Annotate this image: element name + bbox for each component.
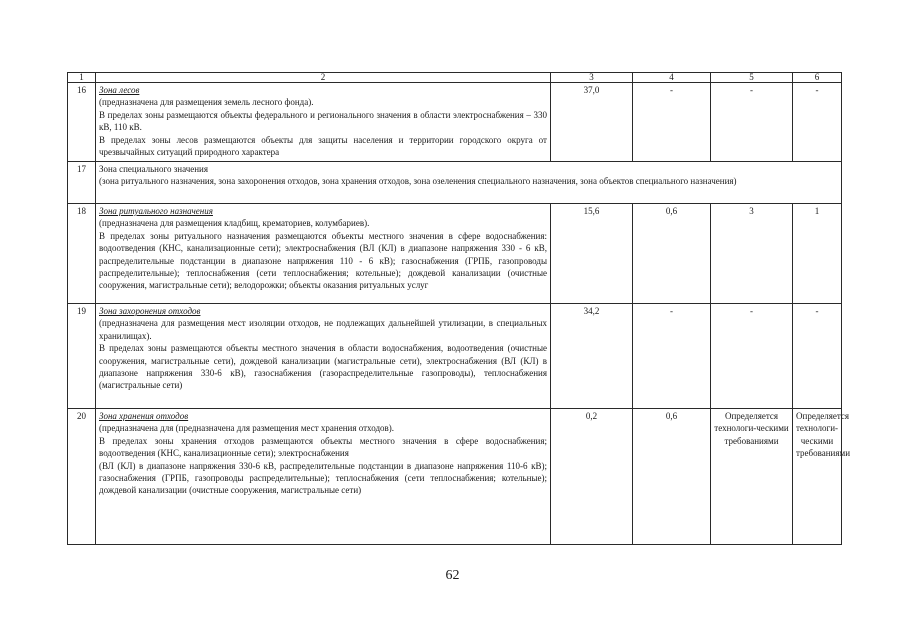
cell-col5: - — [711, 304, 793, 409]
page-number: 62 — [445, 568, 460, 583]
row-number: 17 — [68, 162, 96, 204]
document-table-container — [67, 72, 851, 545]
zone-description-line: В пределах зоны размещаются объекты федерального и регионального значения в области электроснабжения – 330 кВ, 110 кВ. — [99, 109, 547, 133]
zone-description-line: (ВЛ (КЛ) в диапазоне напряжения 330-6 кВ, распределительные подстанции в диапазоне напряжения 110-6 кВ); газоснабжения (ГРПБ, газопроводы распределительные); теплоснабжения (сети теплоснабжения; котельные); дождевой канализации (очистные сооружения, магистральные сети) — [99, 460, 547, 496]
table-row — [68, 409, 842, 545]
cell-col3: 34,2 — [551, 304, 633, 409]
zone-description-line: В пределах зоны лесов размещаются объекты для защиты населения и территории городского округа от чрезвычайных ситуаций природного характера — [99, 134, 547, 158]
zone-description-line: (предназначена для (предназначена для размещения мест хранения отходов). — [99, 423, 395, 434]
table-row — [68, 204, 842, 304]
row-number: 18 — [68, 204, 96, 304]
header-cell-3: 3 — [551, 73, 633, 83]
zone-title: Зона ритуального назначения — [99, 206, 213, 216]
cell-col3: 15,6 — [551, 204, 633, 304]
cell-col6: Определяется технологи-ческими требованиями — [793, 409, 842, 545]
table-row — [68, 304, 842, 409]
cell-col4: - — [633, 304, 711, 409]
cell-col4: 0,6 — [633, 204, 711, 304]
zones-table — [67, 72, 851, 545]
zone-title: Зона захоронения отходов — [99, 306, 201, 316]
zone-description-line: В пределах зоны ритуального назначения размещаются объекты местного значения в сфере водоснабжения: водоотведения (КНС, канализационные сети); электроснабжения (ВЛ (КЛ) в диапазоне напряжения 330 - 6 кВ, распределительные подстанции в диапазоне напряжения 110 - 6 кВ); газоснабжения (ГРПБ, газопроводы распределительные); теплоснабжения (сети теплоснабжения; котельные); дождевой канализации (очистные сооружения, магистральные сети); велодорожки; объекты оказания ритуальных услуг — [99, 230, 547, 291]
zone-description-line: В пределах зоны хранения отходов размещаются объекты местного значения в сфере водоснабжения; водоотведения (КНС, канализационные сети); электроснабжения — [99, 435, 547, 459]
zone-description-line: В пределах зоны размещаются объекты местного значения в области водоснабжения, водоотведения (очистные сооружения, магистральные сети), дождевой канализации (магистральные сети), электроснабжения (ВЛ (КЛ) в диапазоне напряжения 330-6 кВ), газоснабжения (газораспределительные газопроводы), теплоснабжения (магистральные сети) — [99, 343, 547, 391]
zone-description-line: (предназначена для размещения мест изоляции отходов, не подлежащих дальнейшей утилизации, в специальных хранилищах). — [99, 318, 547, 341]
cell-col4: - — [633, 83, 711, 162]
header-cell-5: 5 — [711, 73, 793, 83]
cell-col5: 3 — [711, 204, 793, 304]
cell-col4: 0,6 — [633, 409, 711, 545]
cell-col6: - — [793, 83, 842, 162]
table-row — [68, 83, 842, 162]
zone-description — [96, 204, 551, 304]
header-row — [68, 73, 842, 83]
zone-title: Зона лесов — [99, 85, 140, 95]
zone-description — [96, 162, 842, 204]
header-cell-2: 2 — [96, 73, 551, 83]
zone-description-line: (зона ритуального назначения, зона захоронения отходов, зона хранения отходов, зона озеленения специального назначения, зона объектов специального назначения) — [99, 176, 737, 187]
zone-description — [96, 409, 551, 545]
cell-col6: - — [793, 304, 842, 409]
cell-col5: - — [711, 83, 793, 162]
row-number: 20 — [68, 409, 96, 545]
zone-description-line: (предназначена для размещения земель лесного фонда). — [99, 97, 314, 108]
cell-col5: Определяется технологи-ческими требованиями — [711, 409, 793, 545]
zone-description — [96, 304, 551, 409]
header-cell-1: 1 — [68, 73, 96, 83]
table-row — [68, 162, 842, 204]
cell-col6: 1 — [793, 204, 842, 304]
row-number: 19 — [68, 304, 96, 409]
cell-col3: 37,0 — [551, 83, 633, 162]
zone-title: Зона хранения отходов — [99, 411, 189, 421]
zone-title: Зона специального значения — [99, 164, 209, 174]
row-number: 16 — [68, 83, 96, 162]
zone-description — [96, 83, 551, 162]
cell-col3: 0,2 — [551, 409, 633, 545]
header-cell-4: 4 — [633, 73, 711, 83]
zone-description-line: (предназначена для размещения кладбищ, крематориев, колумбариев). — [99, 218, 370, 229]
header-cell-6: 6 — [793, 73, 842, 83]
